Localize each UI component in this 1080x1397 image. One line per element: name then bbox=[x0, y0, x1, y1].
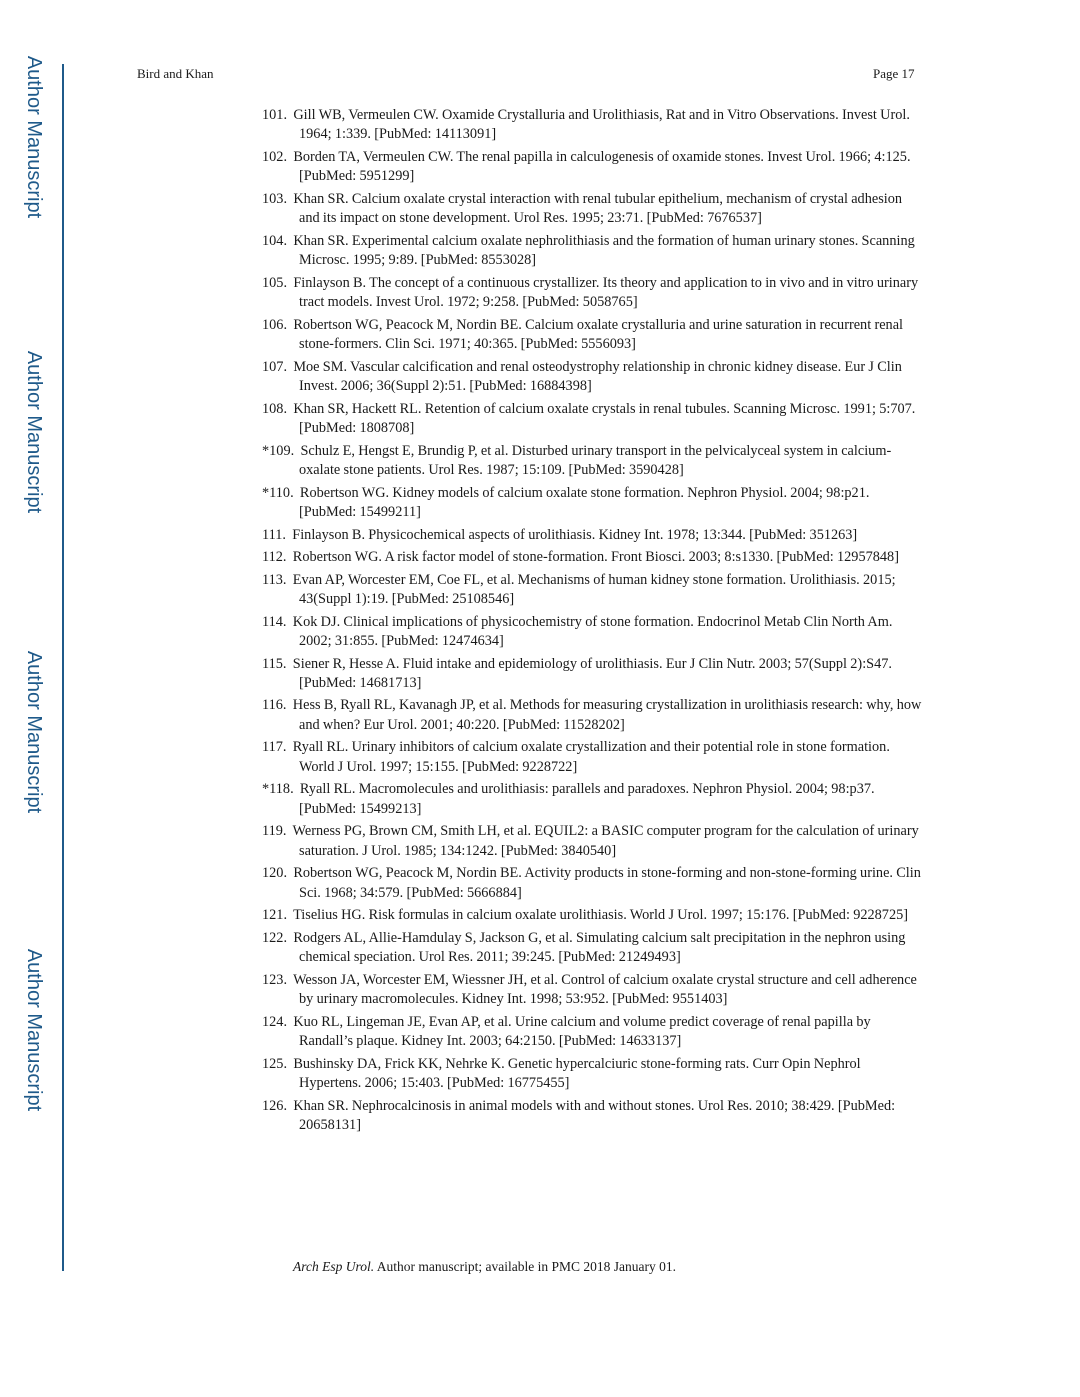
footer-citation bbox=[293, 1259, 676, 1275]
reference-number: 116. bbox=[262, 697, 287, 714]
reference-item bbox=[262, 316, 922, 355]
reference-text: Evan AP, Worcester EM, Coe FL, et al. Mechanisms of human kidney stone formation. Urolithiasis. 2015; 43(Suppl 1):19. [PubMed: 25108546] bbox=[292, 571, 896, 608]
reference-number: *109. bbox=[262, 442, 295, 459]
reference-text: Hess B, Ryall RL, Kavanagh JP, et al. Methods for measuring crystallization in urolithiasis research: why, how and when? Eur Urol. 2001; 40:220. [PubMed: 11528202] bbox=[292, 697, 922, 733]
reference-number: 119. bbox=[262, 823, 287, 840]
reference-item bbox=[262, 548, 922, 567]
reference-number: 111. bbox=[262, 526, 286, 543]
reference-item bbox=[262, 613, 922, 652]
reference-item bbox=[262, 696, 922, 735]
reference-number: 101. bbox=[262, 107, 288, 123]
side-label-text: Author Manuscript bbox=[23, 350, 45, 514]
reference-text: Khan SR. Calcium oxalate crystal interaction with renal tubular epithelium, mechanism of crystal adhesion and its impact on stone development. Urol Res. 1995; 23:71. [PubMed: 7676537] bbox=[293, 190, 903, 227]
reference-item bbox=[262, 442, 922, 481]
reference-text: Rodgers AL, Allie-Hamdulay S, Jackson G, et al. Simulating calcium salt precipitation in the nephron using chemical speciation. Urol Res. 2011; 39:245. [PubMed: 21249493] bbox=[293, 929, 906, 966]
reference-number: 115. bbox=[262, 655, 287, 672]
reference-item bbox=[262, 106, 922, 145]
page-number: Page 17 bbox=[873, 66, 915, 81]
reference-number: 103. bbox=[262, 190, 288, 207]
side-label-text: Author Manuscript bbox=[23, 55, 45, 219]
reference-text: Kok DJ. Clinical implications of physicochemistry of stone formation. Endocrinol Metab Clin North Am. 2002; 31:855. [PubMed: 12474634] bbox=[292, 613, 893, 649]
reference-number: 114. bbox=[262, 613, 287, 630]
reference-text: Bushinsky DA, Frick KK, Nehrke K. Genetic hypercalciuric stone-forming rats. Curr Opin Nephrol Hypertens. 2006; 15:403. [PubMed: 16775455] bbox=[293, 1055, 861, 1092]
reference-item bbox=[262, 571, 922, 610]
reference-item bbox=[262, 971, 922, 1010]
reference-text: Siener R, Hesse A. Fluid intake and epidemiology of urolithiasis. Eur J Clin Nutr. 2003; 57(Suppl 2):S47. [PubMed: 14681713] bbox=[292, 655, 892, 691]
reference-number: 106. bbox=[262, 316, 288, 333]
reference-item bbox=[262, 190, 922, 229]
reference-item bbox=[262, 929, 922, 968]
reference-text: Moe SM. Vascular calcification and renal osteodystrophy relationship in chronic kidney disease. Eur J Clin Invest. 2006; 36(Suppl 2):51. [PubMed: 16884398] bbox=[293, 358, 902, 395]
reference-text: Khan SR. Nephrocalcinosis in animal models with and without stones. Urol Res. 2010; 38:429. [PubMed: 20658131] bbox=[293, 1097, 896, 1134]
reference-item bbox=[262, 906, 922, 925]
reference-text: Khan SR. Experimental calcium oxalate nephrolithiasis and the formation of human urinary stones. Scanning Microsc. 1995; 9:89. [PubMed: 8553028] bbox=[293, 232, 915, 269]
reference-item bbox=[262, 400, 922, 439]
reference-item bbox=[262, 655, 922, 694]
reference-number: 126. bbox=[262, 1097, 288, 1114]
reference-text: Ryall RL. Macromolecules and urolithiasis: parallels and paradoxes. Nephron Physiol. 2004; 98:p37. [PubMed: 15499213] bbox=[299, 781, 875, 817]
reference-item bbox=[262, 274, 922, 313]
reference-number: *118. bbox=[262, 781, 294, 798]
reference-number: 120. bbox=[262, 865, 288, 882]
reference-text: Khan SR, Hackett RL. Retention of calcium oxalate crystals in renal tubules. Scanning Microsc. 1991; 5:707. [PubMed: 1808708] bbox=[293, 400, 916, 437]
footer-note: Author manuscript; available in PMC 2018 January 01. bbox=[374, 1259, 676, 1274]
reference-number: 102. bbox=[262, 148, 288, 165]
reference-text: Robertson WG, Peacock M, Nordin BE. Activity products in stone-forming and non-stone-forming urine. Clin Sci. 1968; 34:579. [PubMed: 5666884] bbox=[293, 865, 921, 901]
reference-text: Wesson JA, Worcester EM, Wiessner JH, et al. Control of calcium oxalate crystal structure and cell adherence by urinary macromolecules. Kidney Int. 1998; 53:952. [PubMed: 9551403] bbox=[293, 971, 917, 1008]
reference-number: 104. bbox=[262, 232, 288, 249]
left-margin-rule bbox=[62, 64, 64, 1271]
reference-number: 125. bbox=[262, 1055, 288, 1072]
reference-text: Robertson WG. A risk factor model of stone-formation. Front Biosci. 2003; 8:s1330. [PubMed: 12957848] bbox=[292, 549, 899, 566]
reference-number: 107. bbox=[262, 358, 288, 375]
reference-text: Finlayson B. The concept of a continuous crystallizer. Its theory and application to in vivo and in vitro urinary tract models. Invest Urol. 1972; 9:258. [PubMed: 5058765] bbox=[293, 274, 919, 311]
reference-item bbox=[262, 148, 922, 187]
reference-item bbox=[262, 780, 922, 819]
reference-item bbox=[262, 526, 922, 545]
footer-journal: Arch Esp Urol. bbox=[293, 1259, 375, 1274]
reference-item bbox=[262, 1013, 922, 1052]
reference-number: 113. bbox=[262, 571, 287, 588]
side-label-text: Author Manuscript bbox=[23, 948, 45, 1112]
reference-item bbox=[262, 822, 922, 861]
reference-number: 122. bbox=[262, 929, 288, 946]
reference-text: Borden TA, Vermeulen CW. The renal papilla in calculogenesis of oxamide stones. Invest Urol. 1966; 4:125. [PubMed: 5951299] bbox=[293, 148, 911, 185]
reference-text: Kuo RL, Lingeman JE, Evan AP, et al. Urine calcium and volume predict coverage of renal papilla by Randall’s plaque. Kidney Int. 2003; 64:2150. [PubMed: 14633137] bbox=[293, 1013, 871, 1050]
reference-number: 124. bbox=[262, 1013, 288, 1030]
reference-text: Robertson WG, Peacock M, Nordin BE. Calcium oxalate crystalluria and urine saturation in recurrent renal stone-formers. Clin Sci. 1971; 40:365. [PubMed: 5556093] bbox=[293, 316, 904, 353]
reference-number: 105. bbox=[262, 274, 288, 291]
reference-item bbox=[262, 358, 922, 397]
reference-text: Ryall RL. Urinary inhibitors of calcium oxalate crystallization and their potential role in stone formation. World J Urol. 1997; 15:155. [PubMed: 9228722] bbox=[292, 739, 890, 775]
reference-item bbox=[262, 1055, 922, 1094]
reference-number: 112. bbox=[262, 549, 287, 566]
reference-text: Schulz E, Hengst E, Brundig P, et al. Disturbed urinary transport in the pelvicalyceal system in calcium-oxalate stone patients. Urol Res. 1987; 15:109. [PubMed: 3590428] bbox=[299, 442, 892, 479]
reference-text: Robertson WG. Kidney models of calcium oxalate stone formation. Nephron Physiol. 2004; 98:p21. [PubMed: 15499211] bbox=[299, 484, 870, 520]
reference-item bbox=[262, 738, 922, 777]
side-label-text: Author Manuscript bbox=[23, 650, 45, 814]
reference-text: Tiselius HG. Risk formulas in calcium oxalate urolithiasis. World J Urol. 1997; 15:176. [PubMed: 9228725] bbox=[293, 907, 909, 924]
reference-text: Finlayson B. Physicochemical aspects of urolithiasis. Kidney Int. 1978; 13:344. [PubMed: 351263] bbox=[292, 526, 858, 543]
running-header-authors: Bird and Khan bbox=[137, 66, 214, 81]
reference-list bbox=[262, 106, 922, 1139]
reference-number: *110. bbox=[262, 484, 294, 501]
reference-text: Werness PG, Brown CM, Smith LH, et al. EQUIL2: a BASIC computer program for the calculation of urinary saturation. J Urol. 1985; 134:1242. [PubMed: 3840540] bbox=[292, 823, 919, 859]
reference-item bbox=[262, 232, 922, 271]
reference-item bbox=[262, 1097, 922, 1136]
reference-number: 117. bbox=[262, 739, 287, 756]
reference-number: 123. bbox=[262, 971, 288, 988]
reference-item bbox=[262, 484, 922, 523]
reference-number: 108. bbox=[262, 400, 288, 417]
reference-item bbox=[262, 864, 922, 903]
reference-text: Gill WB, Vermeulen CW. Oxamide Crystalluria and Urolithiasis, Rat and in Vitro Observations. Invest Urol. 1964; 1:339. [PubMed: 14113091] bbox=[293, 107, 910, 143]
reference-number: 121. bbox=[262, 907, 288, 924]
